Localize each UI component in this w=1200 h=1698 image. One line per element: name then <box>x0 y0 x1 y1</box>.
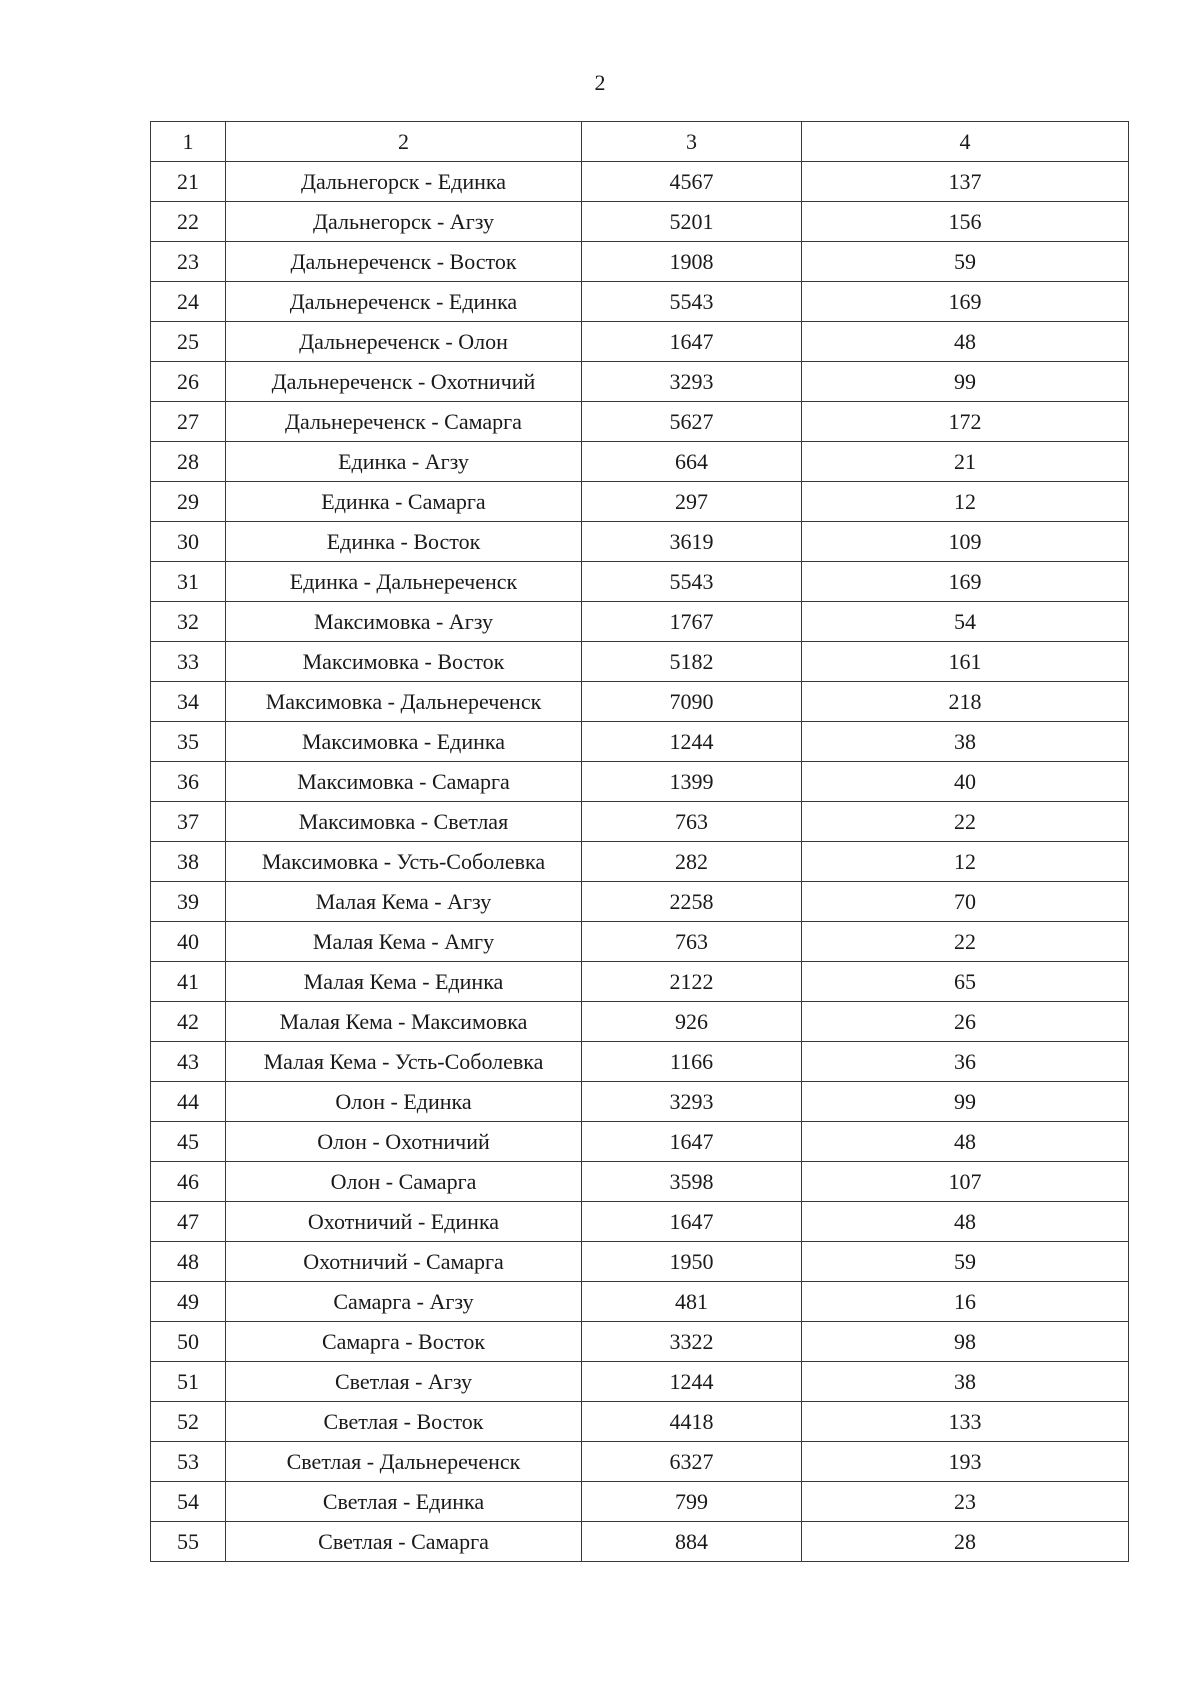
route-name-cell: Олон - Самарга <box>226 1162 582 1202</box>
row-number-cell: 42 <box>151 1002 226 1042</box>
row-number-cell: 55 <box>151 1522 226 1562</box>
value-col4-cell: 99 <box>802 1082 1129 1122</box>
value-col3-cell: 799 <box>582 1482 802 1522</box>
header-cell-4: 4 <box>802 122 1129 162</box>
route-name-cell: Максимовка - Восток <box>226 642 582 682</box>
value-col3-cell: 1166 <box>582 1042 802 1082</box>
value-col3-cell: 5627 <box>582 402 802 442</box>
value-col4-cell: 218 <box>802 682 1129 722</box>
value-col3-cell: 3293 <box>582 362 802 402</box>
value-col3-cell: 1399 <box>582 762 802 802</box>
value-col3-cell: 884 <box>582 1522 802 1562</box>
value-col4-cell: 38 <box>802 1362 1129 1402</box>
value-col4-cell: 54 <box>802 602 1129 642</box>
row-number-cell: 31 <box>151 562 226 602</box>
row-number-cell: 29 <box>151 482 226 522</box>
value-col4-cell: 59 <box>802 1242 1129 1282</box>
route-name-cell: Светлая - Восток <box>226 1402 582 1442</box>
route-name-cell: Малая Кема - Усть-Соболевка <box>226 1042 582 1082</box>
table-row <box>151 482 1129 522</box>
header-cell-3: 3 <box>582 122 802 162</box>
value-col4-cell: 169 <box>802 562 1129 602</box>
value-col3-cell: 6327 <box>582 1442 802 1482</box>
table-row <box>151 1522 1129 1562</box>
value-col3-cell: 1767 <box>582 602 802 642</box>
value-col3-cell: 1950 <box>582 1242 802 1282</box>
table-row <box>151 602 1129 642</box>
route-name-cell: Единка - Агзу <box>226 442 582 482</box>
route-name-cell: Олон - Охотничий <box>226 1122 582 1162</box>
table-row <box>151 242 1129 282</box>
table-row <box>151 1122 1129 1162</box>
header-cell-2: 2 <box>226 122 582 162</box>
row-number-cell: 37 <box>151 802 226 842</box>
route-name-cell: Единка - Восток <box>226 522 582 562</box>
row-number-cell: 40 <box>151 922 226 962</box>
route-name-cell: Единка - Дальнереченск <box>226 562 582 602</box>
table-row <box>151 562 1129 602</box>
route-name-cell: Максимовка - Усть-Соболевка <box>226 842 582 882</box>
value-col4-cell: 48 <box>802 322 1129 362</box>
value-col3-cell: 2258 <box>582 882 802 922</box>
route-name-cell: Светлая - Агзу <box>226 1362 582 1402</box>
route-name-cell: Олон - Единка <box>226 1082 582 1122</box>
table-header-row <box>151 122 1129 162</box>
table-row <box>151 402 1129 442</box>
row-number-cell: 43 <box>151 1042 226 1082</box>
value-col3-cell: 3598 <box>582 1162 802 1202</box>
table-row <box>151 322 1129 362</box>
table-row <box>151 1082 1129 1122</box>
value-col4-cell: 59 <box>802 242 1129 282</box>
row-number-cell: 53 <box>151 1442 226 1482</box>
row-number-cell: 38 <box>151 842 226 882</box>
table-row <box>151 642 1129 682</box>
table-row <box>151 1162 1129 1202</box>
value-col3-cell: 3619 <box>582 522 802 562</box>
table-row <box>151 722 1129 762</box>
row-number-cell: 25 <box>151 322 226 362</box>
route-name-cell: Дальнереченск - Самарга <box>226 402 582 442</box>
value-col4-cell: 48 <box>802 1122 1129 1162</box>
route-name-cell: Светлая - Единка <box>226 1482 582 1522</box>
value-col3-cell: 5543 <box>582 282 802 322</box>
row-number-cell: 47 <box>151 1202 226 1242</box>
value-col4-cell: 70 <box>802 882 1129 922</box>
route-name-cell: Светлая - Самарга <box>226 1522 582 1562</box>
value-col3-cell: 763 <box>582 922 802 962</box>
row-number-cell: 35 <box>151 722 226 762</box>
value-col3-cell: 664 <box>582 442 802 482</box>
route-name-cell: Самарга - Агзу <box>226 1282 582 1322</box>
row-number-cell: 33 <box>151 642 226 682</box>
routes-table <box>150 121 1129 1562</box>
value-col3-cell: 1647 <box>582 1122 802 1162</box>
row-number-cell: 24 <box>151 282 226 322</box>
route-name-cell: Дальнереченск - Восток <box>226 242 582 282</box>
value-col3-cell: 763 <box>582 802 802 842</box>
row-number-cell: 34 <box>151 682 226 722</box>
route-name-cell: Малая Кема - Амгу <box>226 922 582 962</box>
table-row <box>151 522 1129 562</box>
table-row <box>151 682 1129 722</box>
route-name-cell: Максимовка - Самарга <box>226 762 582 802</box>
row-number-cell: 21 <box>151 162 226 202</box>
value-col3-cell: 1647 <box>582 1202 802 1242</box>
table-body <box>151 162 1129 1562</box>
value-col4-cell: 156 <box>802 202 1129 242</box>
route-name-cell: Дальнереченск - Единка <box>226 282 582 322</box>
table-row <box>151 1402 1129 1442</box>
row-number-cell: 22 <box>151 202 226 242</box>
route-name-cell: Дальнегорск - Агзу <box>226 202 582 242</box>
value-col4-cell: 137 <box>802 162 1129 202</box>
route-name-cell: Единка - Самарга <box>226 482 582 522</box>
value-col4-cell: 172 <box>802 402 1129 442</box>
row-number-cell: 48 <box>151 1242 226 1282</box>
route-name-cell: Дальнереченск - Олон <box>226 322 582 362</box>
row-number-cell: 27 <box>151 402 226 442</box>
table-row <box>151 282 1129 322</box>
route-name-cell: Светлая - Дальнереченск <box>226 1442 582 1482</box>
value-col4-cell: 22 <box>802 922 1129 962</box>
table-row <box>151 1322 1129 1362</box>
value-col4-cell: 23 <box>802 1482 1129 1522</box>
value-col4-cell: 98 <box>802 1322 1129 1362</box>
row-number-cell: 49 <box>151 1282 226 1322</box>
value-col4-cell: 193 <box>802 1442 1129 1482</box>
value-col3-cell: 1244 <box>582 722 802 762</box>
value-col4-cell: 133 <box>802 1402 1129 1442</box>
value-col4-cell: 107 <box>802 1162 1129 1202</box>
value-col4-cell: 161 <box>802 642 1129 682</box>
row-number-cell: 39 <box>151 882 226 922</box>
table-row <box>151 842 1129 882</box>
route-name-cell: Максимовка - Агзу <box>226 602 582 642</box>
row-number-cell: 45 <box>151 1122 226 1162</box>
table-row <box>151 442 1129 482</box>
route-name-cell: Охотничий - Самарга <box>226 1242 582 1282</box>
row-number-cell: 51 <box>151 1362 226 1402</box>
table-row <box>151 802 1129 842</box>
value-col3-cell: 3322 <box>582 1322 802 1362</box>
row-number-cell: 44 <box>151 1082 226 1122</box>
route-name-cell: Малая Кема - Агзу <box>226 882 582 922</box>
table-row <box>151 1242 1129 1282</box>
value-col4-cell: 21 <box>802 442 1129 482</box>
value-col3-cell: 481 <box>582 1282 802 1322</box>
value-col3-cell: 2122 <box>582 962 802 1002</box>
row-number-cell: 54 <box>151 1482 226 1522</box>
route-name-cell: Малая Кема - Единка <box>226 962 582 1002</box>
row-number-cell: 26 <box>151 362 226 402</box>
route-name-cell: Дальнегорск - Единка <box>226 162 582 202</box>
row-number-cell: 46 <box>151 1162 226 1202</box>
route-name-cell: Дальнереченск - Охотничий <box>226 362 582 402</box>
table-row <box>151 202 1129 242</box>
value-col4-cell: 169 <box>802 282 1129 322</box>
table-row <box>151 1282 1129 1322</box>
row-number-cell: 36 <box>151 762 226 802</box>
table-row <box>151 362 1129 402</box>
value-col4-cell: 40 <box>802 762 1129 802</box>
table-row <box>151 1002 1129 1042</box>
value-col4-cell: 28 <box>802 1522 1129 1562</box>
value-col4-cell: 26 <box>802 1002 1129 1042</box>
value-col3-cell: 5201 <box>582 202 802 242</box>
value-col4-cell: 109 <box>802 522 1129 562</box>
value-col3-cell: 7090 <box>582 682 802 722</box>
row-number-cell: 30 <box>151 522 226 562</box>
row-number-cell: 50 <box>151 1322 226 1362</box>
table-row <box>151 1442 1129 1482</box>
page-number: 2 <box>594 70 606 95</box>
table-row <box>151 762 1129 802</box>
table-row <box>151 1482 1129 1522</box>
table-row <box>151 1362 1129 1402</box>
value-col4-cell: 38 <box>802 722 1129 762</box>
value-col3-cell: 5182 <box>582 642 802 682</box>
header-cell-1: 1 <box>151 122 226 162</box>
value-col4-cell: 99 <box>802 362 1129 402</box>
value-col3-cell: 926 <box>582 1002 802 1042</box>
table-row <box>151 882 1129 922</box>
value-col3-cell: 282 <box>582 842 802 882</box>
value-col4-cell: 16 <box>802 1282 1129 1322</box>
value-col3-cell: 4567 <box>582 162 802 202</box>
table-row <box>151 1202 1129 1242</box>
value-col3-cell: 1908 <box>582 242 802 282</box>
row-number-cell: 52 <box>151 1402 226 1442</box>
row-number-cell: 32 <box>151 602 226 642</box>
route-name-cell: Охотничий - Единка <box>226 1202 582 1242</box>
table-row <box>151 962 1129 1002</box>
value-col4-cell: 48 <box>802 1202 1129 1242</box>
value-col3-cell: 3293 <box>582 1082 802 1122</box>
route-name-cell: Самарга - Восток <box>226 1322 582 1362</box>
route-name-cell: Максимовка - Дальнереченск <box>226 682 582 722</box>
value-col4-cell: 22 <box>802 802 1129 842</box>
table-row <box>151 922 1129 962</box>
value-col3-cell: 297 <box>582 482 802 522</box>
value-col4-cell: 36 <box>802 1042 1129 1082</box>
value-col4-cell: 12 <box>802 482 1129 522</box>
row-number-cell: 23 <box>151 242 226 282</box>
value-col3-cell: 1647 <box>582 322 802 362</box>
row-number-cell: 41 <box>151 962 226 1002</box>
table-row <box>151 162 1129 202</box>
value-col3-cell: 4418 <box>582 1402 802 1442</box>
value-col3-cell: 5543 <box>582 562 802 602</box>
table-row <box>151 1042 1129 1082</box>
value-col3-cell: 1244 <box>582 1362 802 1402</box>
value-col4-cell: 12 <box>802 842 1129 882</box>
route-name-cell: Максимовка - Единка <box>226 722 582 762</box>
value-col4-cell: 65 <box>802 962 1129 1002</box>
row-number-cell: 28 <box>151 442 226 482</box>
route-name-cell: Максимовка - Светлая <box>226 802 582 842</box>
route-name-cell: Малая Кема - Максимовка <box>226 1002 582 1042</box>
